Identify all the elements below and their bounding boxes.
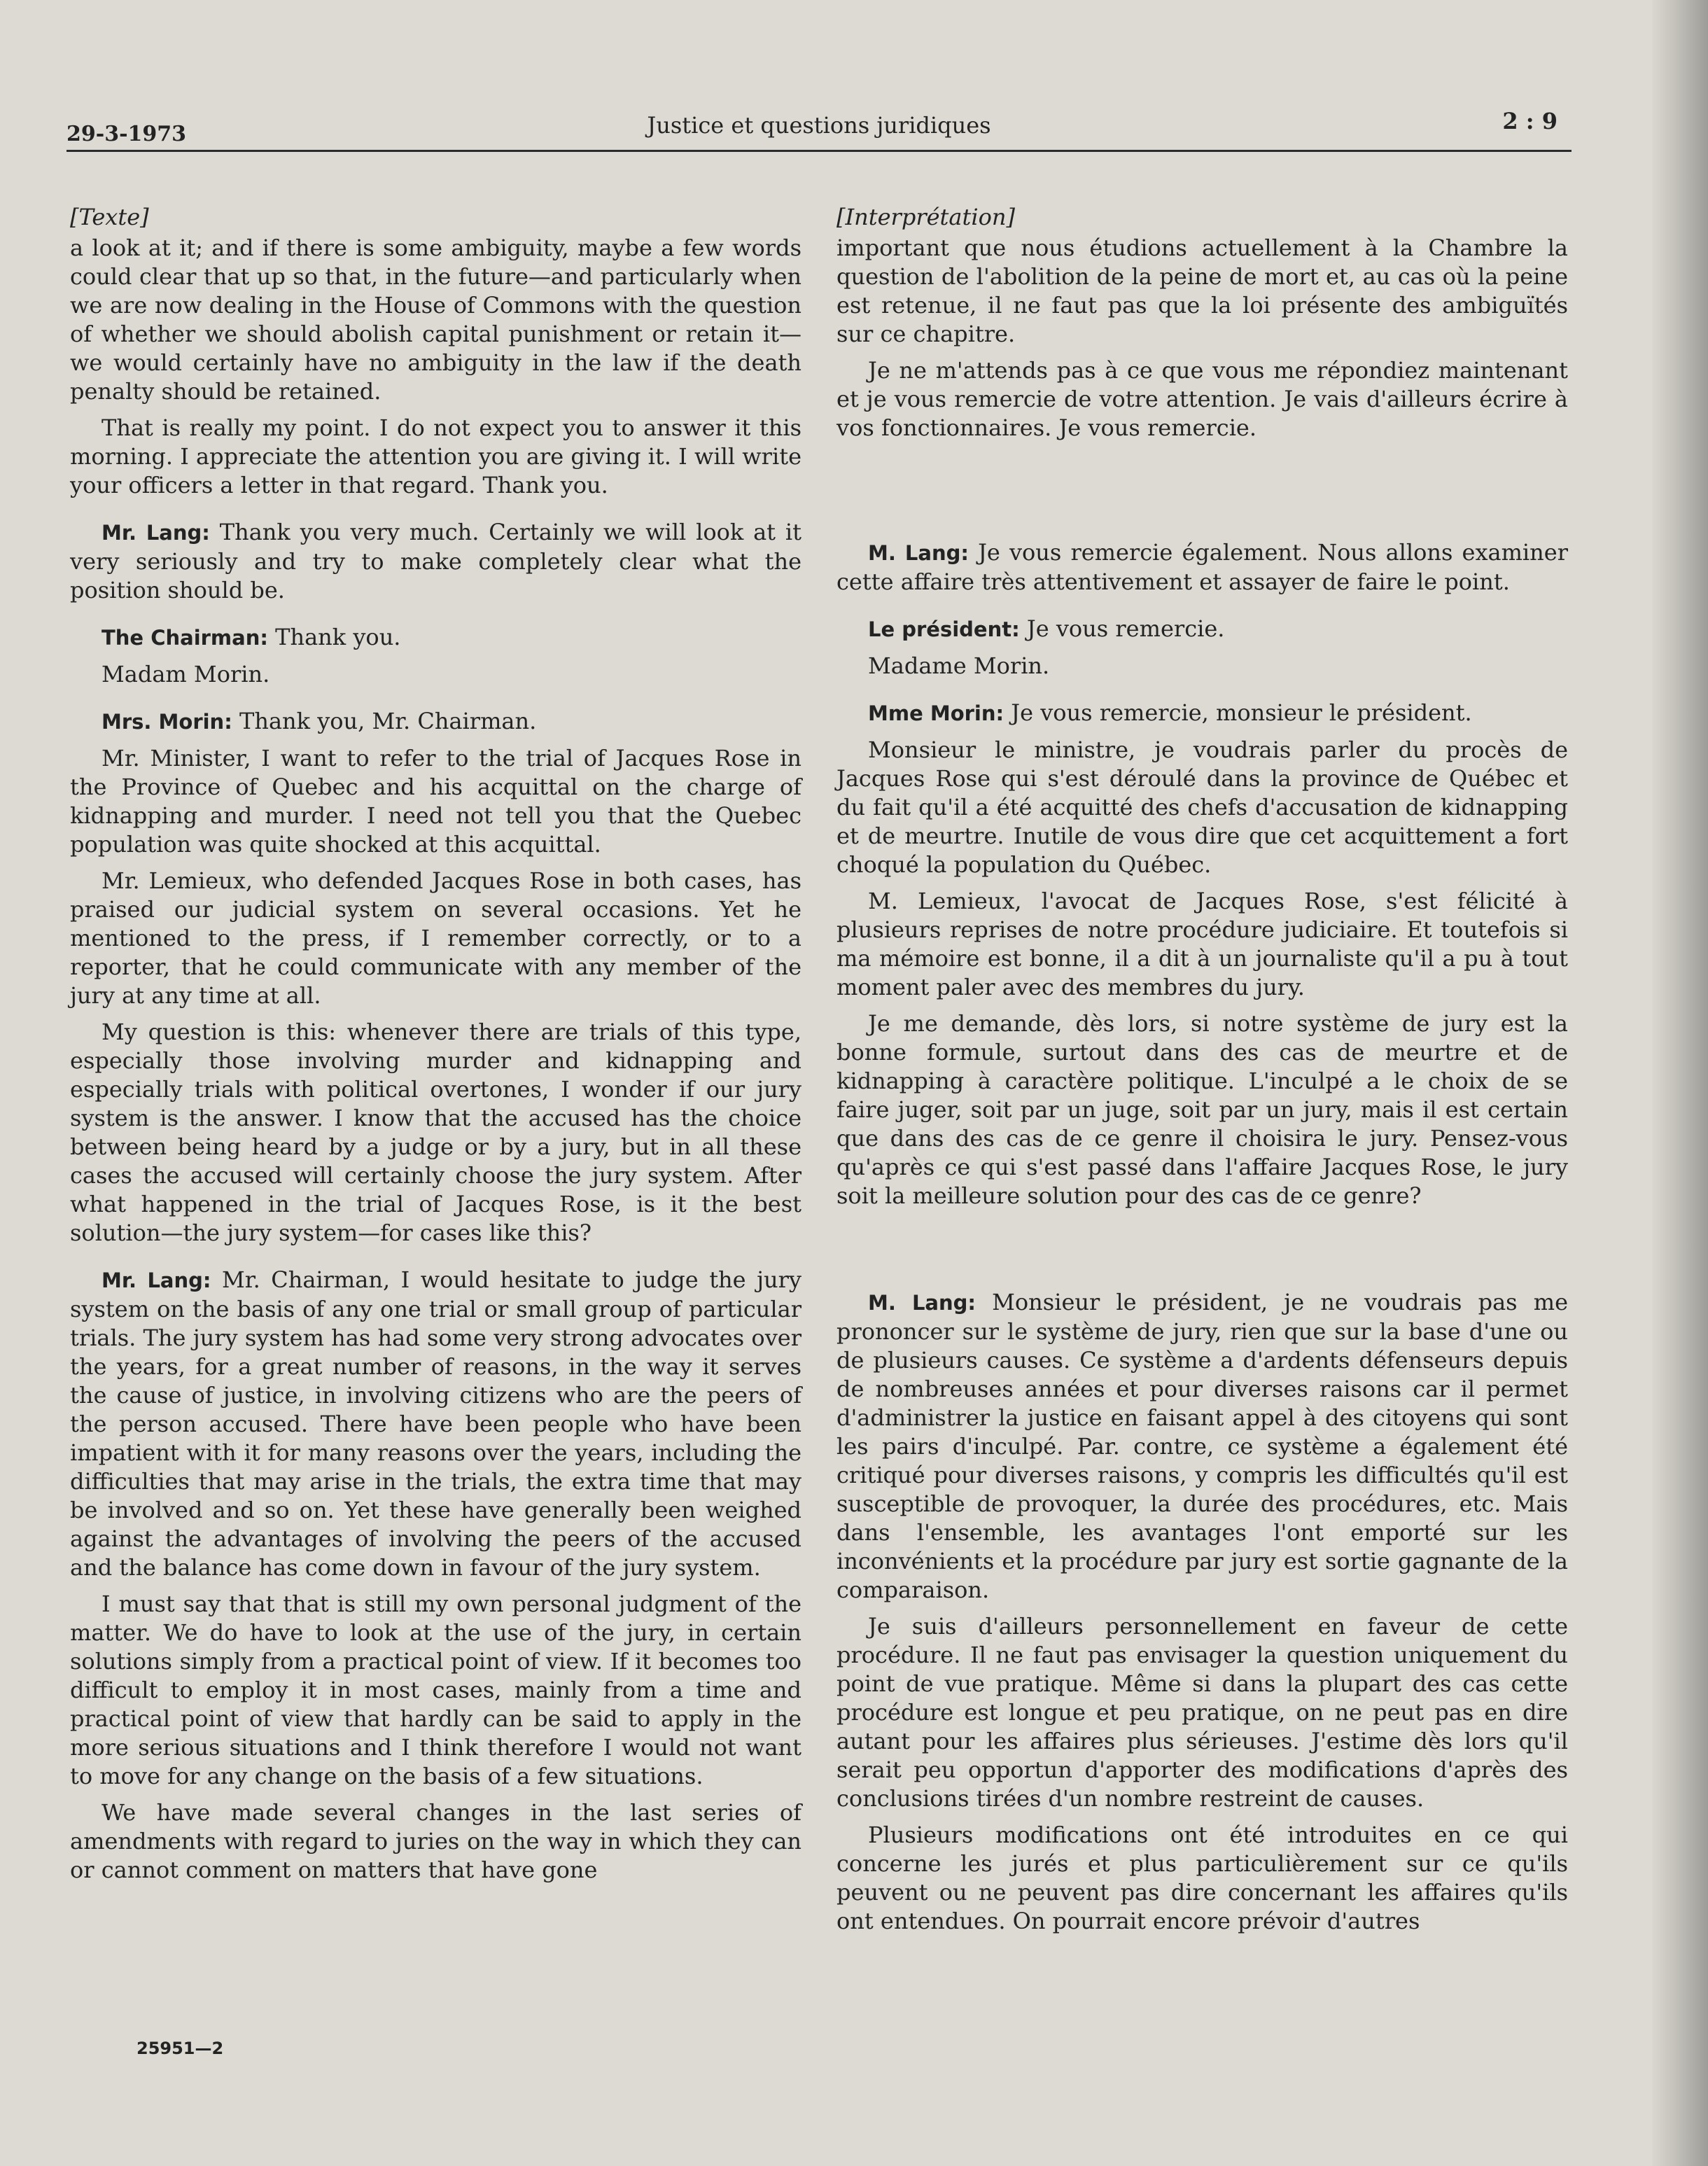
speaker-paragraph: The Chairman: Thank you. xyxy=(102,624,401,650)
french-column xyxy=(836,203,1568,1943)
paragraph: Mr. Lemieux, who defended Jacques Rose in both cases, has praised our judicial system on several occasions. Yet he mentioned to the press, if I remember correctly, or to a reporter, that he could communicate with any member of the jury at any time at all. xyxy=(70,867,802,1009)
speaker-name: Le président: xyxy=(868,617,1020,641)
column-spacer xyxy=(836,1218,1568,1270)
paragraph: Plusieurs modifications ont été introduites en ce qui concerne les jurés et plus particulièrement sur ce qu'ils peuvent ou ne peuvent pas dire concernant les affaires qu'ils ont entendues. On pourrait encore prévoir d'autres xyxy=(836,1822,1568,1934)
paragraph: Je suis d'ailleurs personnellement en faveur de cette procédure. Il ne faut pas envisager la question uniquement du point de vue pratique. Même si dans la plupart des cas cette procédure est longue et peu pratique, on ne peut pas en dire autant pour les affaires plus sérieuses. J'estime dès lors qu'il serait peu opportun d'apporter des modifications d'après des conclusions tirées d'un nombre restreint de causes. xyxy=(836,1613,1568,1812)
paragraph: I must say that that is still my own personal judgment of the matter. We do have to look at the use of the jury, in certain solutions simply from a practical point of view. If it becomes too difficult to employ it in most cases, mainly from a time and practical point of view that hardly can be said to apply in the more serious situations and I think therefore I would not want to move for any change on the basis of a few situations. xyxy=(70,1591,802,1789)
speaker-paragraph: Le président: Je vous remercie. xyxy=(868,615,1225,642)
header-page-number: 2 : 9 xyxy=(1502,108,1558,134)
speaker-paragraph: M. Lang: Monsieur le président, je ne voudrais pas me prononcer sur le système de jury, rien que sur la base d'une ou de plusieurs causes. Ce système a d'ardents défenseurs depuis de nombreuses années et pour diverses raisons car il permet d'administrer la justice en faisant appel à des citoyens qui sont les pairs d'inculpé. Par. contre, ce système a également été critiqué pour diverses raisons, y compris les difficultés qu'il est susceptible de provoquer, la durée des procédures, etc. Mais dans l'ensemble, les avantages l'ont emporté sur les inconvénients et la procédure par jury est sortie gagnante de la comparaison. xyxy=(836,1289,1569,1603)
paragraph: My question is this: whenever there are trials of this type, especially those involving murder and kidnapping and especially trials with political overtones, I wonder if our jury system is the answer. I know that the accused has the choice between being heard by a judge or by a jury, but in all these cases the accused will certainly choose the jury system. After what happened in the trial of Jacques Rose, is it the best solution—the jury system—for cases like this? xyxy=(70,1019,802,1246)
speaker-paragraph: M. Lang: Je vous remercie également. Nous allons examiner cette affaire très attentivement et assayer de faire le point. xyxy=(836,539,1568,595)
paragraph: important que nous étudions actuellement à la Chambre la question de l'abolition de la peine de mort et, au cas où la peine est retenue, il ne faut pas que la loi présente des ambiguïtés sur ce chapitre. xyxy=(836,235,1568,347)
speaker-name: Mr. Lang: xyxy=(102,1269,211,1292)
speaker-paragraph: Mrs. Morin: Thank you, Mr. Chairman. xyxy=(102,708,537,734)
speaker-name: M. Lang: xyxy=(868,1291,976,1315)
paragraph: That is really my point. I do not expect you to answer it this morning. I appreciate the attention you are giving it. I will write your officers a letter in that regard. Thank you. xyxy=(70,414,802,498)
english-column xyxy=(70,203,802,1892)
paragraph: Madame Morin. xyxy=(868,652,1050,679)
speaker-name: The Chairman: xyxy=(102,626,268,650)
paragraph: Je ne m'attends pas à ce que vous me répondiez maintenant et je vous remercie de votre attention. Je vais d'ailleurs écrire à vos fonctionnaires. Je vous remercie. xyxy=(836,357,1568,441)
page-edge xyxy=(1652,0,1708,2166)
speaker-name: Mrs. Morin: xyxy=(102,710,232,734)
speaker-name: Mme Morin: xyxy=(868,701,1004,725)
speaker-paragraph: Mr. Lang: Thank you very much. Certainly we will look at it very seriously and try to make completely clear what the position should be. xyxy=(70,519,802,603)
paragraph: M. Lemieux, l'avocat de Jacques Rose, s'est félicité à plusieurs reprises de notre procédure judiciaire. Et toutefois si ma mémoire est bonne, il a dit à un journaliste qu'il a pu à tout moment paler avec des membres du jury. xyxy=(836,888,1568,1000)
column-spacer xyxy=(836,450,1568,520)
column-label: [Interprétation] xyxy=(836,204,1015,230)
paragraph: Je me demande, dès lors, si notre système de jury est la bonne formule, surtout dans des cas de meurtre et de kidnapping à caractère politique. L'inculpé a le choix de se faire juger, soit par un juge, soit par un jury, mais il est certain que dans des cas de ce genre il choisira le jury. Pensez-vous qu'après ce qui s'est passé dans l'affaire Jacques Rose, le jury soit la meilleure solution pour des cas de ce genre? xyxy=(836,1010,1568,1209)
speaker-paragraph: Mme Morin: Je vous remercie, monsieur le président. xyxy=(868,699,1472,726)
paragraph: Monsieur le ministre, je voudrais parler du procès de Jacques Rose qui s'est déroulé dans la province de Québec et du fait qu'il a été acquitté des chefs d'accusation de kidnapping et de meurtre. Inutile de vous dire que cet acquittement a fort choqué la population du Québec. xyxy=(836,736,1568,878)
header-date: 29-3-1973 xyxy=(66,122,187,146)
speaker-name: M. Lang: xyxy=(868,541,969,565)
paragraph: Mr. Minister, I want to refer to the trial of Jacques Rose in the Province of Quebec and his acquittal on the charge of kidnapping and murder. I need not tell you that the Quebec population was quite shocked at this acquittal. xyxy=(70,745,802,858)
speaker-name: Mr. Lang: xyxy=(102,521,210,545)
paragraph: a look at it; and if there is some ambiguity, maybe a few words could clear that up so that, in the future—and particularly when we are now dealing in the House of Commons with the question of whether we should abolish capital punishment or retain it—we would certainly have no ambiguity in the law if the death penalty should be retained. xyxy=(70,235,802,405)
speaker-paragraph: Mr. Lang: Mr. Chairman, I would hesitate to judge the jury system on the basis of any one trial or small group of particular trials. The jury system has had some very strong advocates over the years, for a great number of reasons, in the way it serves the cause of justice, in involving citizens who are the peers of the person accused. There have been people who have been impatient with it for many reasons over the years, including the difficulties that may arise in the trials, the extra time that may be involved and so on. Yet these have generally been weighed against the advantages of involving the peers of the accused and the balance has come down in favour of the jury system. xyxy=(70,1266,802,1581)
paragraph: We have made several changes in the last series of amendments with regard to juries on the way in which they can or cannot comment on matters that have gone xyxy=(70,1799,802,1883)
page-header xyxy=(66,105,1572,152)
print-code: 25951—2 xyxy=(136,2039,224,2058)
header-title: Justice et questions juridiques xyxy=(647,112,991,139)
paragraph: Madam Morin. xyxy=(102,661,270,687)
column-label: [Texte] xyxy=(70,204,149,230)
